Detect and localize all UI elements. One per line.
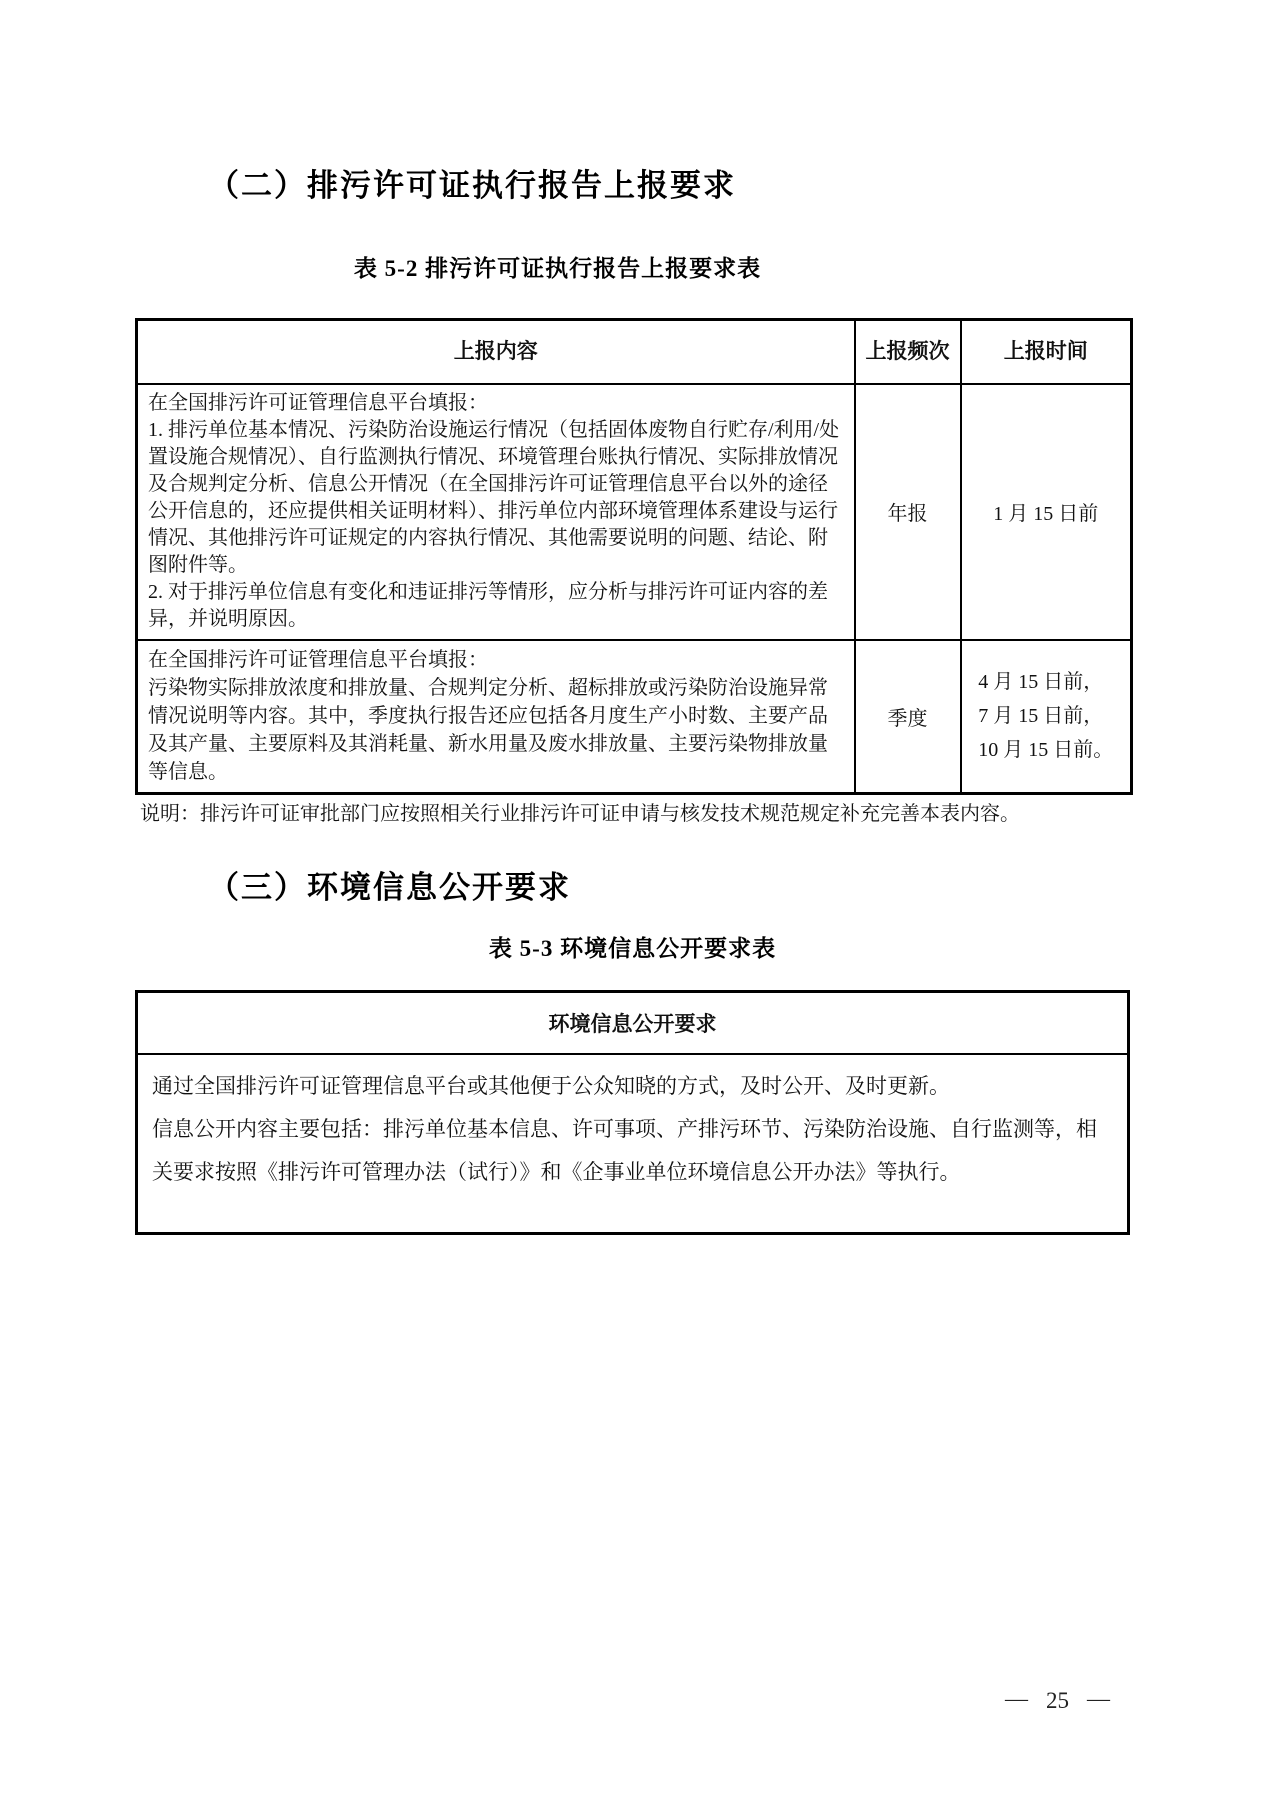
annual-content-intro: 在全国排污许可证管理信息平台填报： xyxy=(148,391,488,414)
quarterly-frequency-cell: 季度 xyxy=(855,640,961,794)
table-5-2-header-row xyxy=(137,320,1132,384)
col-header-frequency: 上报频次 xyxy=(855,320,961,384)
quarterly-time-line-3: 10 月 15 日前。 xyxy=(978,739,1114,761)
table-5-3-body-cell xyxy=(137,1054,1129,1234)
table-5-3-body-row xyxy=(137,1054,1129,1234)
page-number-dash-left: — xyxy=(1005,1686,1028,1711)
table-5-2-row-annual xyxy=(137,384,1132,640)
col-header-time: 上报时间 xyxy=(961,320,1132,384)
quarterly-time-lines xyxy=(978,665,1113,767)
col-header-content: 上报内容 xyxy=(137,320,855,384)
table-5-3-header-row xyxy=(137,992,1129,1055)
quarterly-time-line-2: 7 月 15 日前， xyxy=(978,705,1104,727)
annual-time-cell: 1 月 15 日前 xyxy=(961,384,1132,640)
quarterly-time-line-1: 4 月 15 日前， xyxy=(978,671,1104,693)
disclosure-line-1: 通过全国排污许可证管理信息平台或其他便于公众知晓的方式，及时公开、及时更新。 xyxy=(152,1074,950,1098)
table-5-3 xyxy=(135,990,1130,1235)
section-heading-3: （三）环境信息公开要求 xyxy=(208,870,571,905)
quarterly-report-content-cell xyxy=(137,640,855,794)
quarterly-time-cell xyxy=(961,640,1132,794)
table-5-2 xyxy=(135,318,1133,795)
table-5-3-caption: 表 5-3 环境信息公开要求表 xyxy=(488,936,777,961)
annual-frequency-cell: 年报 xyxy=(855,384,961,640)
annual-content-item-1: 1. 排污单位基本情况、污染防治设施运行情况（包括固体废物自行贮存/利用/处置设施合规情况）、自行监测执行情况、环境管理台账执行情况、实际排放情况及合规判定分析、信息公开情况（在全国排污许可证管理信息平台以外的途径公开信息的，还应提供相关证明材料）、排污单位内部环境管理体系建设与运行情况、其他排污许可证规定的内容执行情况、其他需要说明的问题、结论、附图附件等。 xyxy=(148,418,840,576)
table-5-3-header: 环境信息公开要求 xyxy=(137,992,1129,1055)
page-number xyxy=(987,1688,1128,1714)
table-5-2-caption: 表 5-2 排污许可证执行报告上报要求表 xyxy=(353,256,762,281)
disclosure-line-2: 信息公开内容主要包括：排污单位基本信息、许可事项、产排污环节、污染防治设施、自行监测等，相关要求按照《排污许可管理办法（试行）》和《企事业单位环境信息公开办法》等执行。 xyxy=(152,1117,1097,1184)
section-heading-2: （二）排污许可证执行报告上报要求 xyxy=(208,168,736,203)
page-number-dash-right: — xyxy=(1087,1686,1110,1711)
page-number-value: 25 xyxy=(1046,1688,1069,1713)
table-5-2-note: 说明：排污许可证审批部门应按照相关行业排污许可证申请与核发技术规范规定补充完善本表内容。 xyxy=(140,803,1020,825)
quarterly-content-intro: 在全国排污许可证管理信息平台填报： xyxy=(148,648,488,671)
quarterly-content-body: 污染物实际排放浓度和排放量、合规判定分析、超标排放或污染防治设施异常情况说明等内容。其中，季度执行报告还应包括各月度生产小时数、主要产品及其产量、主要原料及其消耗量、新水用量及废水排放量、主要污染物排放量等信息。 xyxy=(148,676,828,783)
annual-report-content-cell xyxy=(137,384,855,640)
table-5-2-row-quarterly xyxy=(137,640,1132,794)
annual-content-item-2: 2. 对于排污单位信息有变化和违证排污等情形，应分析与排污许可证内容的差异，并说明原因。 xyxy=(148,580,828,630)
